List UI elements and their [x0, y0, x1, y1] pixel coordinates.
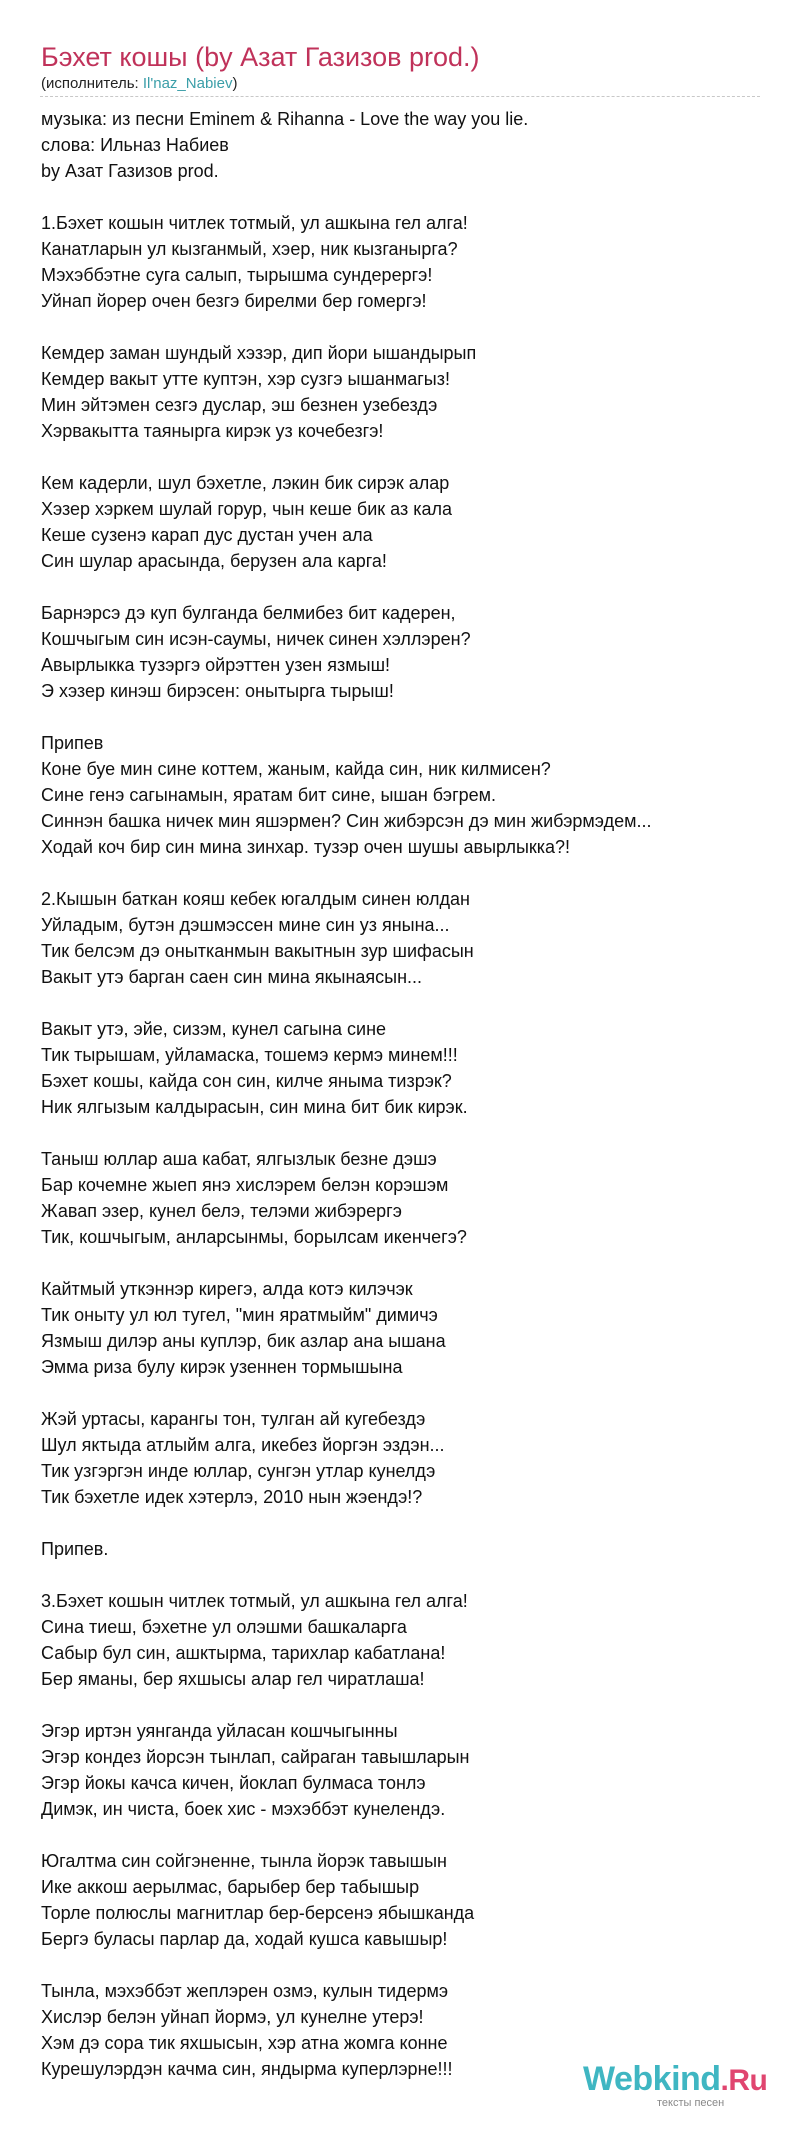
performer-link[interactable]: Il'naz_Nabiev: [142, 75, 233, 92]
header-divider: [40, 96, 760, 97]
performer-line: [41, 74, 237, 94]
performer-prefix: (исполнитель:: [41, 75, 143, 92]
logo-tld: .Ru: [720, 2064, 768, 2097]
webkind-logo[interactable]: [583, 2059, 773, 2107]
page-title: Бэхет кошы (by Азат Газизов prod.): [41, 42, 480, 72]
performer-suffix: ): [232, 75, 238, 92]
logo-wordmark: [583, 2059, 767, 2101]
logo-tagline: тексты песен: [657, 2097, 725, 2109]
lyrics-text: музыка: из песни Eminem & Rihanna - Love the way you lie. слова: Ильназ Набиев by Азат Газизов prod. 1.Бэхет кошын читлек тотмый, ул ашкына гел алга! Канатларын ул кызганмый, хэер, ник кызганырга? Мэхэббэтне суга салып, тырышма сундерергэ! Уйнап йорер очен безгэ бирелми бер гомергэ! Кемдер заман шундый хэзэр, дип йори ышандырып Кемдер вакыт утте куптэн, хэр сузгэ ышанмагыз! Мин эйтэмен сезгэ дуслар, эш безнен узебездэ Хэрвакытта таянырга кирэк уз кочебезгэ! Кем кадерли, шул бэхетле, лэкин бик сирэк алар Хэзер хэркем шулай горур, чын кеше бик аз кала Кеше сузенэ карап дус дустан учен ала Син шулар арасында, берузен ала карга! Барнэрсэ дэ куп булганда белмибез бит кадерен, Кошчыгым син исэн-саумы, ничек синен хэллэрен? Авырлыкка тузэргэ ойрэттен узен язмыш! Э хэзер кинэш бирэсен: онытырга тырыш! Припев Коне буе мин сине коттем, жаным, кайда син, ник килмисен? Сине генэ сагынамын, яратам бит сине, ышан бэгрем. Синнэн башка ничек мин яшэрмен? Син жибэрсэн дэ мин жибэрмэдем... Ходай коч бир син мина зинхар. тузэр очен шушы авырлыкка?! 2.Кышын баткан кояш кебек югалдым синен юлдан Уйладым, бутэн дэшмэссен мине син уз янына... Тик белсэм дэ онытканмын вакытнын зур шифасын Вакыт утэ барган саен син мина якынаясын... Вакыт утэ, эйе, сизэм, кунел сагына сине Тик тырышам, уйламаска, тошемэ кермэ минем!!! Бэхет кошы, кайда сон син, килче яныма тизрэк? Ник ялгызым калдырасын, син мина бит бик кирэк. Таныш юллар аша кабат, ялгызлык безне дэшэ Бар кочемне жыеп янэ хислэрем белэн корэшэм Жавап эзер, кунел белэ, телэми жибэрергэ Тик, кошчыгым, анларсынмы, борылсам икенчегэ? Кайтмый уткэннэр кирегэ, алда котэ килэчэк Тик оныту ул юл тугел, "мин яратмыйм" димичэ Язмыш дилэр аны куплэр, бик азлар ана ышана Эмма риза булу кирэк узеннен тормышына Жэй уртасы, карангы тон, тулган ай кугебездэ Шул яктыда атлыйм алга, икебез йоргэн эздэн... Тик узгэргэн инде юллар, сунгэн утлар кунелдэ Тик бэхетле идек хэтерлэ, 2010 нын жэендэ!? Припев. 3.Бэхет кошын читлек тотмый, ул ашкына гел алга! Сина тиеш, бэхетне ул олэшми башкаларга Сабыр бул син, ашктырма, тарихлар кабатлана! Бер яманы, бер яхшысы алар гел чиратлаша! Эгэр иртэн уянганда уйласан кошчыгынны Эгэр кондез йорсэн тынлап, сайраган тавышларын Эгэр йокы качса кичен, йоклап булмаса тонлэ Димэк, ин чиста, боек хис - мэхэббэт кунелендэ. Югалтма син сойгэненне, тынла йорэк тавышын Ике аккош аерылмас, барыбер бер табышыр Торле полюслы магнитлар бер-берсенэ ябышканда Бергэ буласы парлар да, ходай кушса кавышыр! Тынла, мэхэббэт жеплэрен озмэ, кулын тидермэ Хислэр белэн уйнап йормэ, ул кунелне утерэ! Хэм дэ сора тик яхшысын, хэр атна жомга конне Курешулэрдэн качма син, яндырма куперлэрне!!!: [41, 109, 652, 2079]
logo-brand: Webkind: [583, 2060, 721, 2098]
